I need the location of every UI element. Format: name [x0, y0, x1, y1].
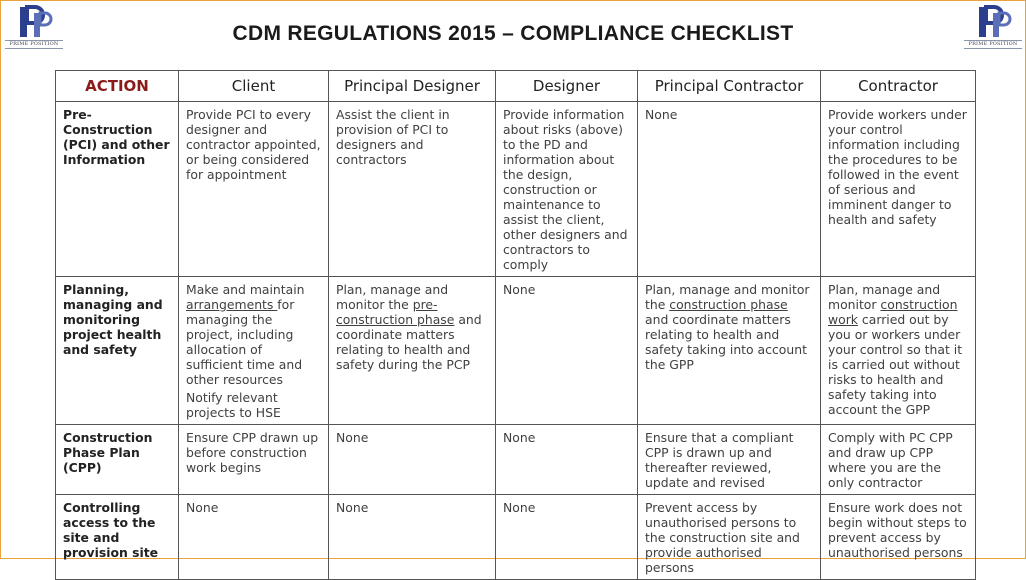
table-row: [56, 102, 976, 277]
principal-contractor-cell: Prevent access by unauthorised persons to the construction site and provide authorised persons: [638, 495, 821, 580]
principal-designer-cell: None: [329, 425, 496, 495]
underlined-term: arrangements: [186, 297, 278, 312]
principal-contractor-cell: Ensure that a compliant CPP is drawn up and thereafter reviewed, update and revised: [638, 425, 821, 495]
designer-cell: None: [496, 495, 638, 580]
compliance-checklist-table: [55, 70, 976, 580]
designer-cell: None: [496, 277, 638, 425]
table-header-row: [56, 71, 976, 102]
table-row: [56, 425, 976, 495]
client-cell: Ensure CPP drawn up before construction work begins: [179, 425, 329, 495]
principal-designer-cell: None: [329, 495, 496, 580]
client-cell: Provide PCI to every designer and contractor appointed, or being considered for appointment: [179, 102, 329, 277]
client-cell: None: [179, 495, 329, 580]
action-cell: Pre-Construction (PCI) and other Information: [56, 102, 179, 277]
underlined-term: construction phase: [669, 297, 788, 312]
client-cell: Make and maintain arrangements for managing the project, including allocation of sufficient time and other resources Notify relevant projects to HSE: [179, 277, 329, 425]
page-title: CDM REGULATIONS 2015 – COMPLIANCE CHECKLIST: [232, 22, 794, 45]
column-header-designer: Designer: [496, 71, 638, 102]
principal-contractor-cell: None: [638, 102, 821, 277]
table-row: [56, 277, 976, 425]
contractor-cell: Plan, manage and monitor construction work carried out by you or workers under your control so that it is carried out without risks to health and safety taking into account the GPP: [821, 277, 976, 425]
column-header-principal-designer: Principal Designer: [329, 71, 496, 102]
principal-designer-cell: Plan, manage and monitor the pre-construction phase and coordinate matters relating to health and safety during the PCP: [329, 277, 496, 425]
contractor-cell: Ensure work does not begin without steps to prevent access by unauthorised persons: [821, 495, 976, 580]
designer-cell: None: [496, 425, 638, 495]
logo-caption: PRIME POSITION: [964, 40, 1022, 49]
principal-contractor-cell: Plan, manage and monitor the construction phase and coordinate matters relating to health and safety taking into account the GPP: [638, 277, 821, 425]
action-cell: Construction Phase Plan (CPP): [56, 425, 179, 495]
table-row: [56, 495, 976, 580]
column-header-contractor: Contractor: [821, 71, 976, 102]
column-header-client: Client: [179, 71, 329, 102]
action-cell: Controlling access to the site and provision site: [56, 495, 179, 580]
underlined-term: construction work: [828, 297, 958, 327]
column-header-principal-contractor: Principal Contractor: [638, 71, 821, 102]
contractor-cell: Comply with PC CPP and draw up CPP where you are the only contractor: [821, 425, 976, 495]
designer-cell: Provide information about risks (above) to the PD and information about the design, construction or maintenance to assist the client, other designers and contractors to comply: [496, 102, 638, 277]
principal-designer-cell: Assist the client in provision of PCI to designers and contractors: [329, 102, 496, 277]
contractor-cell: Provide workers under your control information including the procedures to be followed in the event of serious and imminent danger to health and safety: [821, 102, 976, 277]
column-header-action: ACTION: [56, 71, 179, 102]
action-cell: Planning, managing and monitoring project health and safety: [56, 277, 179, 425]
logo-caption: PRIME POSITION: [5, 40, 63, 49]
underlined-term: pre-construction phase: [336, 297, 455, 327]
